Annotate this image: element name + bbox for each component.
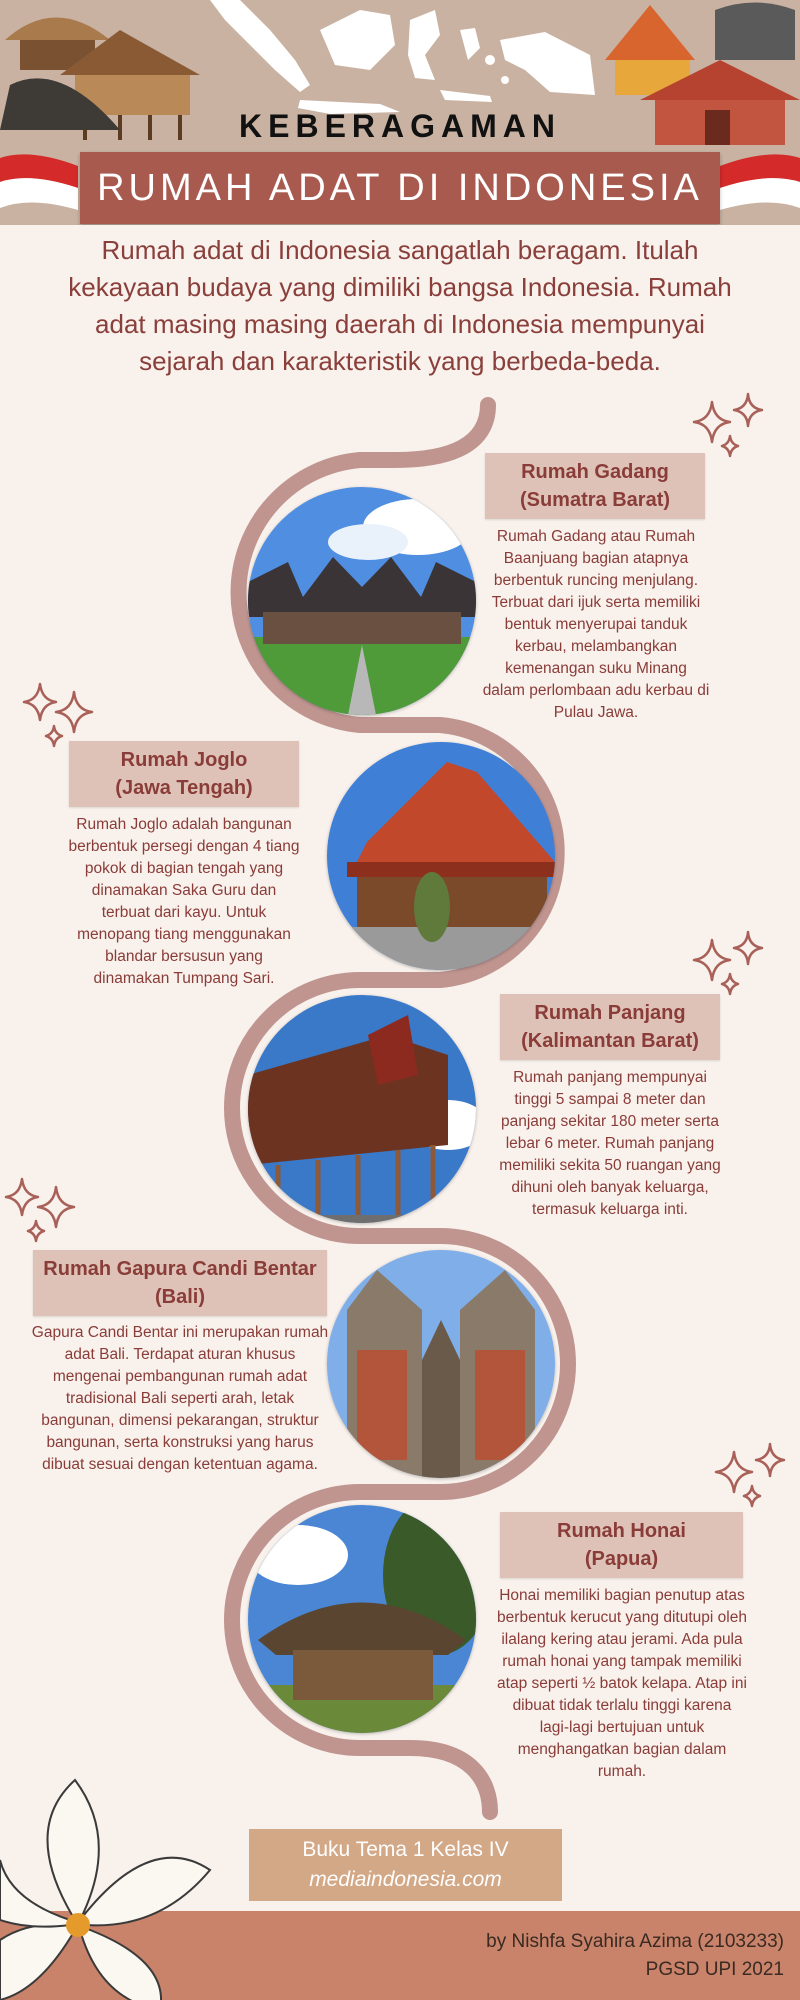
header-kicker: KEBERAGAMAN (239, 108, 561, 144)
title-rumah-gadang (485, 453, 705, 519)
photo-rumah-honai (248, 1505, 476, 1733)
source-website: mediaindonesia.com (309, 1868, 502, 1891)
desc-rumah-gadang: Rumah Gadang atau Rumah Baanjuang bagian atapnya berbentuk runcing menjulang. Terbuat dari ijuk serta memiliki bentuk menyerupai tanduk kerbau, melambangkan kemenangan suku Minang dalam perlombaan adu kerbau di Pulau Jawa. (482, 528, 710, 721)
desc-rumah-panjang: Rumah panjang mempunyai tinggi 5 sampai 8 meter dan panjang sekitar 180 meter serta lebar 6 meter. Rumah panjang memiliki sekita 50 ruangan yang dihuni oleh banyak keluarga, termasuk keluarga inti. (499, 1069, 721, 1218)
photo-rumah-joglo (327, 742, 555, 970)
house-name: Rumah Gadang (521, 461, 669, 483)
page-title: RUMAH ADAT DI INDONESIA (97, 166, 703, 209)
desc-rumah-joglo: Rumah Joglo adalah bangunan berbentuk persegi dengan 4 tiang pokok di bagian tengah yang dinamakan Saka Guru dan terbuat dari kayu. Untuk menopang tiang menggunakan blandar bersusun yang dinamakan Tumpang Sari. (68, 816, 300, 987)
title-rumah-honai (500, 1512, 743, 1578)
house-region: (Kalimantan Barat) (521, 1030, 699, 1052)
house-name: Rumah Honai (557, 1520, 686, 1542)
title-gapura-candi-bentar (33, 1250, 327, 1316)
photo-rumah-panjang (248, 995, 476, 1223)
desc-rumah-honai: Honai memiliki bagian penutup atas berbentuk kerucut yang ditutupi oleh ilalang kering atau jerami. Ada pula rumah honai yang tampak memiliki atap seperti ½ batok kelapa. Atap ini dibuat tidak terlalu tinggi karena lagi-lagi bertujuan untuk menghangatkan bagian dalam rumah. (497, 1587, 747, 1780)
sparkle-icon (690, 928, 770, 1008)
source-book: Buku Tema 1 Kelas IV (302, 1838, 509, 1861)
title-rumah-joglo (69, 741, 299, 807)
source-box (249, 1829, 562, 1901)
intro-text: Rumah adat di Indonesia sangatlah beragam. Itulah kekayaan budaya yang dimiliki bangsa Indonesia. Rumah adat masing masing daerah di Indonesia mempunyai sejarah dan karakteristik yang berbeda-beda. (68, 235, 732, 376)
flower-icon (0, 1770, 240, 2000)
house-region: (Jawa Tengah) (115, 777, 253, 799)
house-region: (Bali) (155, 1286, 205, 1308)
title-rumah-panjang (500, 994, 720, 1060)
house-region: (Papua) (584, 1548, 659, 1570)
desc-gapura-candi-bentar: Gapura Candi Bentar ini merupakan rumah adat Bali. Terdapat aturan khusus mengenai pembangunan rumah adat tradisional Bali seperti arah, letak bangunan, dimensi pekarangan, struktur bangunan, serta konstruksi yang harus dibuat sesuai dengan ketentuan agama. (31, 1324, 329, 1473)
photo-gapura-candi-bentar (327, 1250, 555, 1478)
house-name: Rumah Panjang (534, 1002, 686, 1024)
house-name: Rumah Gapura Candi Bentar (43, 1258, 317, 1280)
house-region: (Sumatra Barat) (519, 489, 671, 511)
sparkle-icon (18, 680, 98, 760)
author-credit (486, 1928, 784, 1984)
sparkle-icon (690, 390, 770, 470)
author-name: by Nishfa Syahira Azima (2103233) (486, 1931, 784, 1952)
author-affiliation: PGSD UPI 2021 (645, 1959, 784, 1980)
house-name: Rumah Joglo (120, 749, 248, 771)
photo-rumah-gadang (248, 487, 476, 715)
sparkle-icon (0, 1175, 80, 1255)
sparkle-icon (712, 1440, 792, 1520)
